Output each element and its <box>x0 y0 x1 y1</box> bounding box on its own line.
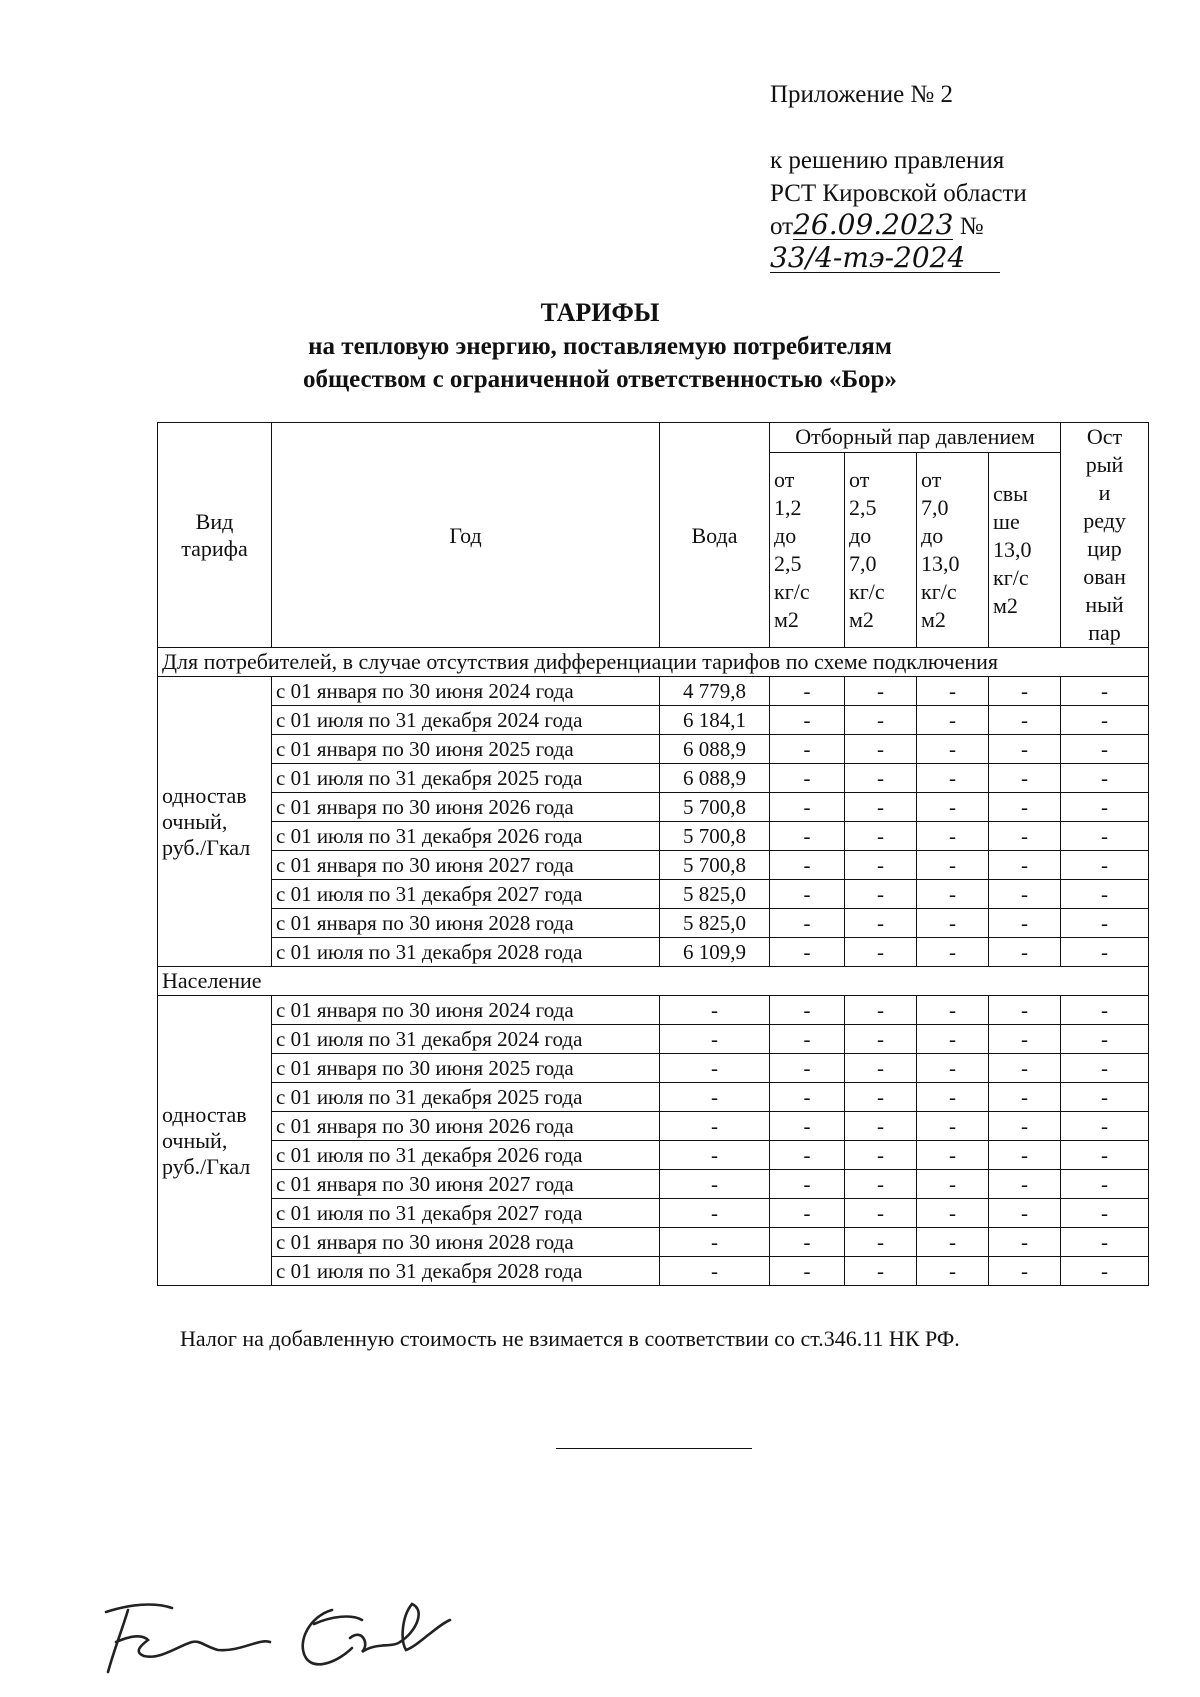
period-cell: с 01 января по 30 июня 2027 года <box>272 851 660 880</box>
table-row <box>158 1257 1149 1286</box>
tariff-type-cell <box>158 996 272 1286</box>
value-cell-s3: - <box>917 996 989 1025</box>
table-row <box>158 677 1149 706</box>
value-cell-s4: - <box>989 938 1061 967</box>
value-cell-sharp: - <box>1061 909 1149 938</box>
header-line: реду <box>1083 508 1126 533</box>
header-line: Ост <box>1086 424 1123 449</box>
value-cell-s4: - <box>989 996 1061 1025</box>
value-cell-voda: 6 088,9 <box>660 764 770 793</box>
value-cell-s1: - <box>770 909 845 938</box>
value-cell-s2: - <box>845 851 917 880</box>
table-row <box>158 1054 1149 1083</box>
value-cell-sharp: - <box>1061 1025 1149 1054</box>
value-cell-voda: - <box>660 1083 770 1112</box>
value-cell-voda: 5 700,8 <box>660 851 770 880</box>
header-line: м2 <box>921 606 946 632</box>
header-line: 2,5 <box>774 550 802 576</box>
value-cell-s1: - <box>770 938 845 967</box>
value-cell-s1: - <box>770 706 845 735</box>
signature-image <box>100 1590 460 1680</box>
header-steam-4 <box>989 452 1061 647</box>
tariff-type-cell <box>158 677 272 967</box>
header-line: ный <box>1085 592 1124 617</box>
value-cell-s3: - <box>917 735 989 764</box>
annex-gap <box>770 111 1200 144</box>
tariff-table-body <box>158 648 1149 1286</box>
value-cell-sharp: - <box>1061 1228 1149 1257</box>
value-cell-s2: - <box>845 938 917 967</box>
annex-block <box>770 78 1200 276</box>
value-cell-s2: - <box>845 822 917 851</box>
value-cell-sharp: - <box>1061 735 1149 764</box>
value-cell-s2: - <box>845 996 917 1025</box>
header-line: от <box>774 466 795 492</box>
value-cell-voda: - <box>660 1199 770 1228</box>
annex-line1: к решению правления <box>770 147 1005 174</box>
header-steam-2 <box>845 452 917 647</box>
header-line: Вид <box>195 509 234 534</box>
value-cell-s1: - <box>770 880 845 909</box>
value-cell-s2: - <box>845 1141 917 1170</box>
value-cell-s1: - <box>770 996 845 1025</box>
header-line: от <box>921 466 942 492</box>
header-line: кг/с <box>774 578 810 604</box>
table-row <box>158 996 1149 1025</box>
header-line: пар <box>1088 620 1121 645</box>
header-voda: Вода <box>660 423 770 648</box>
value-cell-s3: - <box>917 1025 989 1054</box>
value-cell-s3: - <box>917 1199 989 1228</box>
value-cell-s4: - <box>989 909 1061 938</box>
period-cell: с 01 июля по 31 декабря 2025 года <box>272 1083 660 1112</box>
value-cell-s1: - <box>770 1025 845 1054</box>
period-cell: с 01 июля по 31 декабря 2024 года <box>272 706 660 735</box>
value-cell-s2: - <box>845 880 917 909</box>
value-cell-s1: - <box>770 1199 845 1228</box>
value-cell-s3: - <box>917 880 989 909</box>
value-cell-s2: - <box>845 1112 917 1141</box>
value-cell-s2: - <box>845 1199 917 1228</box>
value-cell-sharp: - <box>1061 938 1149 967</box>
header-god: Год <box>272 423 660 648</box>
value-cell-s2: - <box>845 1228 917 1257</box>
header-line: м2 <box>774 606 799 632</box>
tariff-type-line: очный, <box>162 1127 228 1153</box>
header-line: до <box>921 522 944 548</box>
value-cell-s3: - <box>917 1141 989 1170</box>
value-cell-sharp: - <box>1061 1112 1149 1141</box>
tariff-type-line: очный, <box>162 808 228 834</box>
period-cell: с 01 января по 30 июня 2025 года <box>272 735 660 764</box>
value-cell-voda: 6 088,9 <box>660 735 770 764</box>
value-cell-s3: - <box>917 851 989 880</box>
value-cell-s4: - <box>989 1228 1061 1257</box>
header-line: кг/с <box>993 564 1029 590</box>
value-cell-voda: 5 825,0 <box>660 880 770 909</box>
annex-title: Приложение № 2 <box>770 81 954 108</box>
period-cell: с 01 июля по 31 декабря 2026 года <box>272 822 660 851</box>
value-cell-s1: - <box>770 1054 845 1083</box>
value-cell-s4: - <box>989 793 1061 822</box>
section-title: Для потребителей, в случае отсутствия дифференциации тарифов по схеме подключения <box>158 648 1149 677</box>
value-cell-s4: - <box>989 735 1061 764</box>
value-cell-s3: - <box>917 1228 989 1257</box>
value-cell-sharp: - <box>1061 822 1149 851</box>
value-cell-voda: 5 700,8 <box>660 793 770 822</box>
value-cell-s1: - <box>770 851 845 880</box>
header-line: тарифа <box>181 536 248 561</box>
table-row <box>158 1199 1149 1228</box>
period-cell: с 01 января по 30 июня 2028 года <box>272 909 660 938</box>
period-cell: с 01 июля по 31 декабря 2027 года <box>272 880 660 909</box>
table-row <box>158 1228 1149 1257</box>
value-cell-voda: - <box>660 1170 770 1199</box>
value-cell-s1: - <box>770 1083 845 1112</box>
header-steam-group: Отборный пар давлением <box>770 423 1061 453</box>
value-cell-s2: - <box>845 1257 917 1286</box>
value-cell-s1: - <box>770 1228 845 1257</box>
value-cell-sharp: - <box>1061 880 1149 909</box>
value-cell-s4: - <box>989 677 1061 706</box>
table-row <box>158 1170 1149 1199</box>
header-line: до <box>849 522 872 548</box>
tariff-type-line: руб./Гкал <box>162 834 251 860</box>
value-cell-s1: - <box>770 1112 845 1141</box>
value-cell-sharp: - <box>1061 1199 1149 1228</box>
header-steam-3 <box>917 452 989 647</box>
value-cell-s4: - <box>989 1083 1061 1112</box>
value-cell-s2: - <box>845 677 917 706</box>
period-cell: с 01 июля по 31 декабря 2026 года <box>272 1141 660 1170</box>
value-cell-voda: - <box>660 996 770 1025</box>
value-cell-voda: 5 700,8 <box>660 822 770 851</box>
tariff-type-line: руб./Гкал <box>162 1153 251 1179</box>
period-cell: с 01 января по 30 июня 2027 года <box>272 1170 660 1199</box>
period-cell: с 01 июля по 31 декабря 2025 года <box>272 764 660 793</box>
period-cell: с 01 января по 30 июня 2026 года <box>272 793 660 822</box>
section-title: Население <box>158 967 1149 996</box>
value-cell-voda: - <box>660 1025 770 1054</box>
value-cell-s2: - <box>845 735 917 764</box>
period-cell: с 01 января по 30 июня 2024 года <box>272 677 660 706</box>
header-steam-1 <box>770 452 845 647</box>
value-cell-s1: - <box>770 764 845 793</box>
table-row <box>158 1112 1149 1141</box>
value-cell-s4: - <box>989 1112 1061 1141</box>
value-cell-voda: - <box>660 1054 770 1083</box>
value-cell-s4: - <box>989 822 1061 851</box>
period-cell: с 01 января по 30 июня 2028 года <box>272 1228 660 1257</box>
header-line: до <box>774 522 797 548</box>
value-cell-s3: - <box>917 764 989 793</box>
value-cell-s3: - <box>917 822 989 851</box>
value-cell-s1: - <box>770 793 845 822</box>
tariff-type-line: одностав <box>162 1101 247 1127</box>
value-cell-s4: - <box>989 1025 1061 1054</box>
value-cell-s3: - <box>917 677 989 706</box>
table-row <box>158 909 1149 938</box>
value-cell-s3: - <box>917 706 989 735</box>
value-cell-s1: - <box>770 1141 845 1170</box>
value-cell-sharp: - <box>1061 677 1149 706</box>
table-row <box>158 706 1149 735</box>
handwritten-date: 26.09.2023 <box>793 208 954 241</box>
value-cell-s4: - <box>989 880 1061 909</box>
value-cell-s3: - <box>917 1170 989 1199</box>
section-row <box>158 648 1149 677</box>
table-row <box>158 851 1149 880</box>
value-cell-s4: - <box>989 1170 1061 1199</box>
value-cell-voda: 6 184,1 <box>660 706 770 735</box>
value-cell-voda: - <box>660 1257 770 1286</box>
doc-subtitle-line2: обществом с ограниченной ответственностью «Бор» <box>303 366 897 393</box>
table-row <box>158 938 1149 967</box>
header-vid <box>158 423 272 648</box>
value-cell-s2: - <box>845 706 917 735</box>
header-line: и <box>1098 480 1111 505</box>
value-cell-voda: 5 825,0 <box>660 909 770 938</box>
header-line: 13,0 <box>993 536 1032 562</box>
value-cell-s4: - <box>989 706 1061 735</box>
value-cell-sharp: - <box>1061 1257 1149 1286</box>
value-cell-voda: 6 109,9 <box>660 938 770 967</box>
value-cell-s2: - <box>845 1025 917 1054</box>
value-cell-s1: - <box>770 822 845 851</box>
value-cell-sharp: - <box>1061 1141 1149 1170</box>
value-cell-s3: - <box>917 1257 989 1286</box>
value-cell-s2: - <box>845 1170 917 1199</box>
value-cell-s2: - <box>845 909 917 938</box>
value-cell-sharp: - <box>1061 996 1149 1025</box>
period-cell: с 01 июля по 31 декабря 2028 года <box>272 1257 660 1286</box>
value-cell-s3: - <box>917 1054 989 1083</box>
doc-subtitle-line1: на тепловую энергию, поставляемую потребителям <box>308 333 892 360</box>
value-cell-s4: - <box>989 1257 1061 1286</box>
period-cell: с 01 января по 30 июня 2025 года <box>272 1054 660 1083</box>
header-line: кг/с <box>921 578 957 604</box>
header-line: от <box>849 466 870 492</box>
end-rule <box>556 1448 752 1449</box>
value-cell-s3: - <box>917 1083 989 1112</box>
value-cell-s1: - <box>770 1170 845 1199</box>
table-row <box>158 880 1149 909</box>
table-row <box>158 793 1149 822</box>
value-cell-s3: - <box>917 1112 989 1141</box>
value-cell-s1: - <box>770 677 845 706</box>
tariff-table <box>157 422 1149 1286</box>
header-line: 7,0 <box>921 494 949 520</box>
value-cell-s4: - <box>989 1141 1061 1170</box>
value-cell-s2: - <box>845 764 917 793</box>
header-line: 2,5 <box>849 494 877 520</box>
header-line: 7,0 <box>849 550 877 576</box>
table-row <box>158 822 1149 851</box>
value-cell-sharp: - <box>1061 706 1149 735</box>
header-line: 13,0 <box>921 550 960 576</box>
value-cell-voda: - <box>660 1141 770 1170</box>
table-row <box>158 1025 1149 1054</box>
value-cell-s4: - <box>989 1199 1061 1228</box>
value-cell-sharp: - <box>1061 1170 1149 1199</box>
value-cell-sharp: - <box>1061 764 1149 793</box>
header-line: м2 <box>993 592 1018 618</box>
value-cell-s2: - <box>845 793 917 822</box>
doc-title: ТАРИФЫ <box>540 298 660 327</box>
table-row <box>158 735 1149 764</box>
value-cell-s3: - <box>917 938 989 967</box>
value-cell-s1: - <box>770 735 845 764</box>
value-cell-s3: - <box>917 909 989 938</box>
annex-date-line <box>770 210 1200 276</box>
period-cell: с 01 января по 30 июня 2024 года <box>272 996 660 1025</box>
number-label: № <box>959 213 984 240</box>
from-label: от <box>770 213 794 240</box>
header-line: цир <box>1087 536 1122 561</box>
handwritten-number: 33/4-тэ-2024 <box>770 244 1000 273</box>
value-cell-s4: - <box>989 851 1061 880</box>
value-cell-s1: - <box>770 1257 845 1286</box>
value-cell-voda: - <box>660 1112 770 1141</box>
annex-line2: РСТ Кировской области <box>770 180 1027 207</box>
period-cell: с 01 июля по 31 декабря 2024 года <box>272 1025 660 1054</box>
period-cell: с 01 января по 30 июня 2026 года <box>272 1112 660 1141</box>
header-sharp <box>1061 423 1149 648</box>
value-cell-voda: 4 779,8 <box>660 677 770 706</box>
header-line: свы <box>993 480 1028 506</box>
table-row <box>158 764 1149 793</box>
value-cell-sharp: - <box>1061 1083 1149 1112</box>
period-cell: с 01 июля по 31 декабря 2028 года <box>272 938 660 967</box>
value-cell-sharp: - <box>1061 851 1149 880</box>
header-line: кг/с <box>849 578 885 604</box>
value-cell-voda: - <box>660 1228 770 1257</box>
header-line: рый <box>1085 452 1124 477</box>
table-row <box>158 1141 1149 1170</box>
value-cell-sharp: - <box>1061 793 1149 822</box>
value-cell-sharp: - <box>1061 1054 1149 1083</box>
table-row <box>158 1083 1149 1112</box>
value-cell-s4: - <box>989 1054 1061 1083</box>
vat-footnote: Налог на добавленную стоимость не взимается в соответствии со ст.346.11 НК РФ. <box>180 1326 960 1351</box>
header-line: ован <box>1083 564 1126 589</box>
header-line: 1,2 <box>774 494 802 520</box>
header-line: м2 <box>849 606 874 632</box>
header-line: ше <box>993 508 1020 534</box>
period-cell: с 01 июля по 31 декабря 2027 года <box>272 1199 660 1228</box>
tariff-type-line: одностав <box>162 782 247 808</box>
value-cell-s2: - <box>845 1083 917 1112</box>
value-cell-s2: - <box>845 1054 917 1083</box>
value-cell-s4: - <box>989 764 1061 793</box>
value-cell-s3: - <box>917 793 989 822</box>
section-row <box>158 967 1149 996</box>
